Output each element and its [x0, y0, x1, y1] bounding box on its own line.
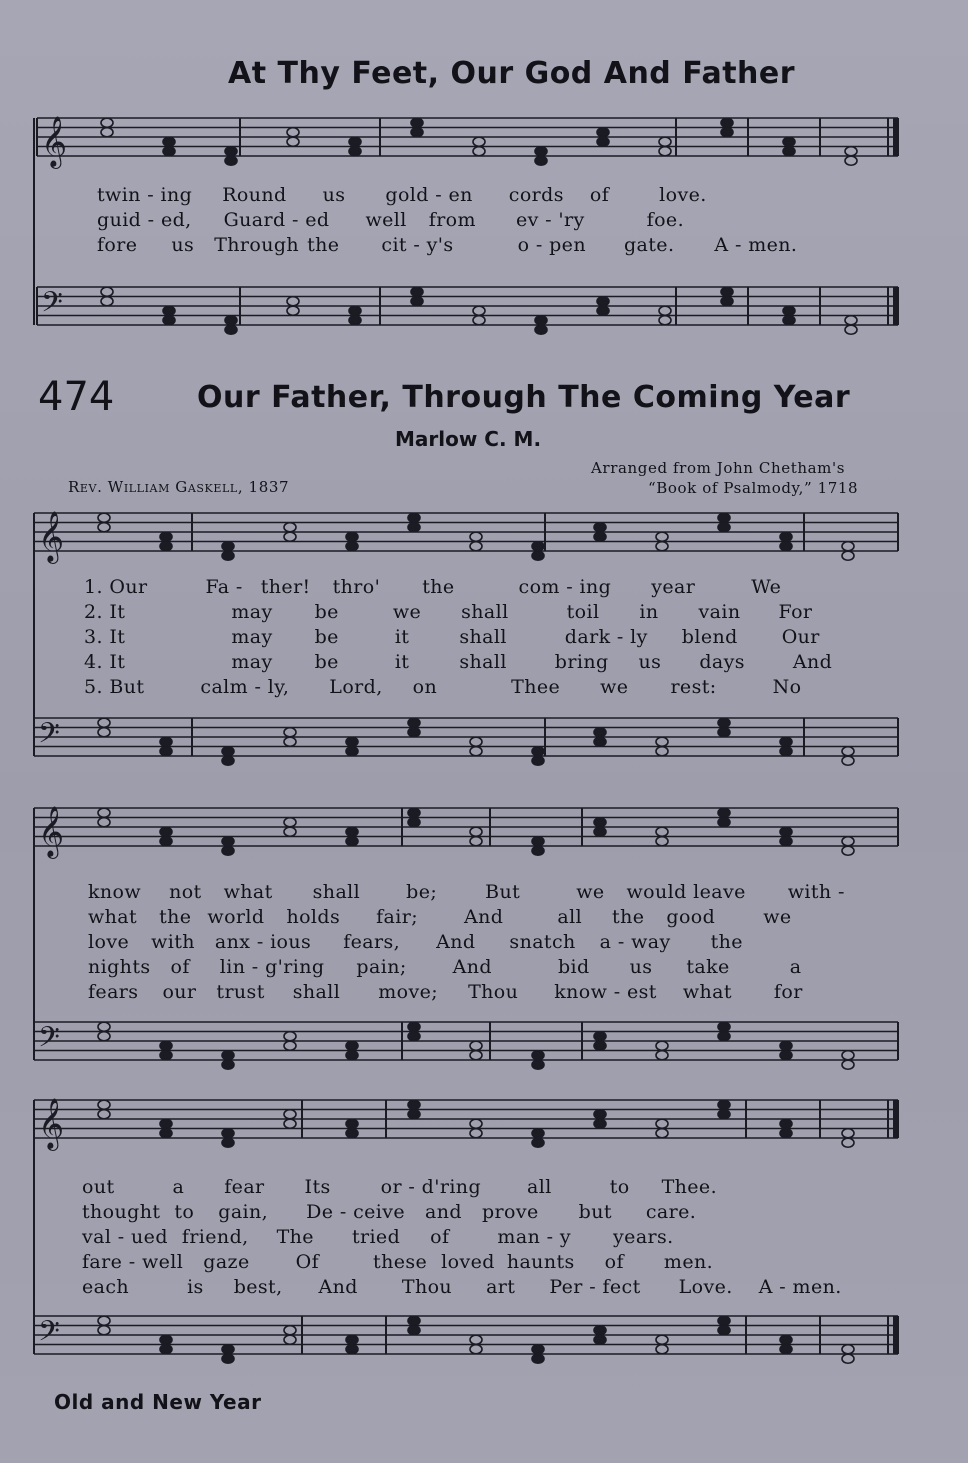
staff-4 [34, 717, 898, 765]
treble-clef-icon: 𝄞 [41, 116, 68, 167]
note-head-icon [594, 728, 606, 737]
note-head-icon [222, 542, 234, 551]
staff-6 [34, 1021, 898, 1069]
note-head-icon [160, 1051, 172, 1060]
note-head-icon [284, 523, 296, 532]
note-head-icon [656, 827, 668, 836]
verse-5-line-2: fears our trust shall move; Thou know - est what for [88, 981, 803, 1003]
note-head-icon [780, 1041, 792, 1050]
note-head-icon [656, 747, 668, 756]
note-head-icon [532, 1345, 544, 1354]
note-head-icon [287, 137, 299, 146]
note-head-icon [718, 1022, 730, 1031]
note-head-icon [597, 128, 609, 137]
note-head-icon [594, 737, 606, 746]
note-head-icon [411, 118, 423, 127]
section-footer: Old and New Year [54, 1390, 262, 1414]
note-head-icon [718, 523, 730, 532]
note-head-icon [408, 1326, 420, 1335]
note-head-icon [284, 1119, 296, 1128]
note-head-icon [163, 316, 175, 325]
note-head-icon [718, 808, 730, 817]
note-head-icon [473, 306, 485, 315]
note-head-icon [532, 1354, 544, 1363]
note-head-icon [287, 297, 299, 306]
note-head-icon [594, 1032, 606, 1041]
note-head-icon [225, 325, 237, 334]
note-head-icon [470, 747, 482, 756]
note-head-icon [721, 118, 733, 127]
note-head-icon [408, 513, 420, 522]
note-head-icon [284, 532, 296, 541]
note-head-icon [222, 1051, 234, 1060]
note-head-icon [160, 1335, 172, 1344]
note-head-icon [98, 1326, 110, 1335]
note-head-icon [287, 306, 299, 315]
note-head-icon [470, 837, 482, 846]
note-head-icon [656, 1345, 668, 1354]
note-head-icon [532, 551, 544, 560]
note-head-icon [408, 1316, 420, 1325]
verse-1-line-3: out a fear Its or - d'ring all to Thee. [82, 1176, 718, 1198]
note-head-icon [656, 1335, 668, 1344]
note-head-icon [470, 542, 482, 551]
verse-4-line-1: 4. It may be it shall bring us days And [84, 651, 833, 673]
note-head-icon [594, 1110, 606, 1119]
note-head-icon [225, 156, 237, 165]
staff-8 [34, 1315, 898, 1363]
note-head-icon [346, 1335, 358, 1344]
note-head-icon [845, 316, 857, 325]
note-head-icon [845, 325, 857, 334]
note-head-icon [284, 1041, 296, 1050]
note-head-icon [98, 513, 110, 522]
note-head-icon [718, 1316, 730, 1325]
note-head-icon [718, 1326, 730, 1335]
bass-clef-icon: 𝄢 [41, 286, 63, 326]
note-head-icon [597, 297, 609, 306]
note-head-icon [101, 118, 113, 127]
note-head-icon [656, 1041, 668, 1050]
note-head-icon [408, 1100, 420, 1109]
note-head-icon [721, 297, 733, 306]
note-head-icon [470, 1129, 482, 1138]
note-head-icon [842, 1138, 854, 1147]
note-head-icon [98, 1032, 110, 1041]
note-head-icon [222, 756, 234, 765]
note-head-icon [222, 1138, 234, 1147]
note-head-icon [160, 737, 172, 746]
note-head-icon [656, 737, 668, 746]
note-head-icon [284, 1326, 296, 1335]
note-head-icon [783, 147, 795, 156]
note-head-icon [408, 718, 420, 727]
note-head-icon [160, 827, 172, 836]
note-head-icon [160, 1129, 172, 1138]
note-head-icon [659, 316, 671, 325]
note-head-icon [594, 1041, 606, 1050]
note-head-icon [408, 1032, 420, 1041]
note-head-icon [160, 542, 172, 551]
note-head-icon [470, 737, 482, 746]
note-head-icon [411, 297, 423, 306]
note-head-icon [532, 1051, 544, 1060]
note-head-icon [656, 1129, 668, 1138]
note-head-icon [659, 306, 671, 315]
verse-1-line-1: 1. Our Fa - ther! thro' the com - ing year We [84, 576, 782, 598]
note-head-icon [845, 147, 857, 156]
note-head-icon [160, 1119, 172, 1128]
note-head-icon [98, 1100, 110, 1109]
tune-name: Marlow C. M. [395, 427, 542, 451]
note-head-icon [222, 1060, 234, 1069]
note-head-icon [842, 756, 854, 765]
note-head-icon [473, 147, 485, 156]
note-head-icon [225, 147, 237, 156]
note-head-icon [532, 756, 544, 765]
note-head-icon [597, 137, 609, 146]
note-head-icon [718, 728, 730, 737]
note-head-icon [98, 718, 110, 727]
note-head-icon [470, 1041, 482, 1050]
note-head-icon [721, 287, 733, 296]
note-head-icon [842, 747, 854, 756]
note-head-icon [346, 1051, 358, 1060]
note-head-icon [780, 1129, 792, 1138]
note-head-icon [349, 137, 361, 146]
note-head-icon [594, 523, 606, 532]
hymn-number: 474 [38, 374, 115, 420]
note-head-icon [98, 1110, 110, 1119]
treble-clef-icon: 𝄞 [38, 1098, 65, 1149]
note-head-icon [656, 1119, 668, 1128]
note-head-icon [780, 747, 792, 756]
note-head-icon [160, 532, 172, 541]
note-head-icon [845, 156, 857, 165]
note-head-icon [284, 1335, 296, 1344]
arranger-credit-2: “Book of Psalmody,” 1718 [648, 479, 859, 497]
note-head-icon [659, 137, 671, 146]
note-head-icon [597, 306, 609, 315]
note-head-icon [98, 818, 110, 827]
hymn-title: Our Father, Through The Coming Year [197, 380, 851, 415]
bass-clef-icon: 𝄢 [38, 1315, 60, 1355]
top-hymn-title: At Thy Feet, Our God And Father [228, 56, 796, 91]
note-head-icon [284, 818, 296, 827]
note-head-icon [349, 316, 361, 325]
verse-3-line-1: 3. It may be it shall dark - ly blend Our [84, 626, 820, 648]
note-head-icon [780, 737, 792, 746]
note-head-icon [780, 1345, 792, 1354]
note-head-icon [408, 1110, 420, 1119]
note-head-icon [656, 1051, 668, 1060]
note-head-icon [783, 306, 795, 315]
note-head-icon [98, 728, 110, 737]
note-head-icon [473, 316, 485, 325]
note-head-icon [470, 1119, 482, 1128]
note-head-icon [408, 523, 420, 532]
note-head-icon [346, 1345, 358, 1354]
note-head-icon [160, 1345, 172, 1354]
verse-2-line-2: what the world holds fair; And all the good we [88, 906, 792, 928]
note-head-icon [408, 1022, 420, 1031]
note-head-icon [225, 316, 237, 325]
note-head-icon [842, 1354, 854, 1363]
verse-5-line-1: 5. But calm - ly, Lord, on Thee we rest: No [84, 676, 802, 698]
bass-clef-icon: 𝄢 [38, 717, 60, 757]
note-head-icon [535, 325, 547, 334]
note-head-icon [346, 532, 358, 541]
note-head-icon [470, 1051, 482, 1060]
note-head-icon [98, 1316, 110, 1325]
note-head-icon [284, 737, 296, 746]
note-head-icon [721, 128, 733, 137]
note-head-icon [842, 1051, 854, 1060]
note-head-icon [222, 1129, 234, 1138]
top-lyric-line-3: fore us Through the cit - y's o - pen gate. A - men. [97, 234, 798, 256]
note-head-icon [222, 747, 234, 756]
verse-3-line-3: val - ued friend, The tried of man - y years. [82, 1226, 674, 1248]
note-head-icon [594, 1335, 606, 1344]
note-head-icon [98, 808, 110, 817]
note-head-icon [346, 1041, 358, 1050]
note-head-icon [346, 827, 358, 836]
note-head-icon [656, 837, 668, 846]
top-lyric-line-1: twin - ing Round us gold - en cords of love. [97, 184, 707, 206]
arranger-credit-1: Arranged from John Chetham's [591, 459, 845, 477]
note-head-icon [656, 532, 668, 541]
note-head-icon [535, 316, 547, 325]
note-head-icon [718, 718, 730, 727]
staff-7 [34, 1098, 898, 1151]
note-head-icon [594, 532, 606, 541]
note-head-icon [163, 147, 175, 156]
note-head-icon [780, 542, 792, 551]
note-head-icon [842, 542, 854, 551]
note-head-icon [346, 747, 358, 756]
note-head-icon [780, 837, 792, 846]
note-head-icon [532, 542, 544, 551]
treble-clef-icon: 𝄞 [38, 806, 65, 857]
note-head-icon [222, 837, 234, 846]
note-head-icon [780, 1335, 792, 1344]
note-head-icon [659, 147, 671, 156]
staff-3 [34, 511, 898, 564]
note-head-icon [346, 837, 358, 846]
note-head-icon [532, 1129, 544, 1138]
note-head-icon [346, 1129, 358, 1138]
note-head-icon [532, 837, 544, 846]
note-head-icon [535, 147, 547, 156]
note-head-icon [408, 728, 420, 737]
note-head-icon [718, 513, 730, 522]
verse-5-line-3: each is best, And Thou art Per - fect Love. A - men. [82, 1276, 842, 1298]
verse-4-line-3: fare - well gaze Of these loved haunts of men. [82, 1251, 714, 1273]
note-head-icon [349, 147, 361, 156]
note-head-icon [532, 747, 544, 756]
note-head-icon [780, 1051, 792, 1060]
note-head-icon [101, 128, 113, 137]
note-head-icon [783, 316, 795, 325]
note-head-icon [594, 1326, 606, 1335]
verse-2-line-3: thought to gain, De - ceive and prove but care. [82, 1201, 697, 1223]
note-head-icon [842, 1129, 854, 1138]
note-head-icon [101, 297, 113, 306]
note-head-icon [656, 542, 668, 551]
note-head-icon [98, 1022, 110, 1031]
note-head-icon [473, 137, 485, 146]
note-head-icon [842, 846, 854, 855]
note-head-icon [718, 1110, 730, 1119]
note-head-icon [470, 1335, 482, 1344]
note-head-icon [284, 827, 296, 836]
note-head-icon [346, 542, 358, 551]
note-head-icon [594, 827, 606, 836]
note-head-icon [780, 827, 792, 836]
note-head-icon [346, 737, 358, 746]
note-head-icon [780, 1119, 792, 1128]
note-head-icon [284, 1032, 296, 1041]
note-head-icon [535, 156, 547, 165]
note-head-icon [287, 128, 299, 137]
note-head-icon [842, 1060, 854, 1069]
note-head-icon [532, 1060, 544, 1069]
staff-2 [37, 286, 898, 334]
note-head-icon [163, 306, 175, 315]
top-lyric-line-2: guid - ed, Guard - ed well from ev - 'ry foe. [97, 209, 685, 231]
staff-5 [34, 806, 898, 859]
verse-1-line-2: know not what shall be; But we would leave with - [88, 881, 845, 903]
note-head-icon [411, 128, 423, 137]
note-head-icon [284, 1110, 296, 1119]
note-head-icon [160, 1041, 172, 1050]
note-head-icon [842, 837, 854, 846]
note-head-icon [532, 1138, 544, 1147]
note-head-icon [470, 827, 482, 836]
note-head-icon [222, 551, 234, 560]
note-head-icon [718, 818, 730, 827]
note-head-icon [222, 846, 234, 855]
note-head-icon [98, 523, 110, 532]
note-head-icon [718, 1032, 730, 1041]
note-head-icon [594, 818, 606, 827]
note-head-icon [780, 532, 792, 541]
note-head-icon [222, 1354, 234, 1363]
note-head-icon [594, 1119, 606, 1128]
bass-clef-icon: 𝄢 [38, 1021, 60, 1061]
note-head-icon [470, 532, 482, 541]
verse-4-line-2: nights of lin - g'ring pain; And bid us take a [88, 956, 802, 978]
note-head-icon [408, 818, 420, 827]
note-head-icon [160, 747, 172, 756]
note-head-icon [408, 808, 420, 817]
note-head-icon [783, 137, 795, 146]
verse-3-line-2: love with anx - ious fears, And snatch a - way the [88, 931, 743, 953]
verse-2-line-1: 2. It may be we shall toil in vain For [84, 601, 813, 623]
note-head-icon [532, 846, 544, 855]
note-head-icon [349, 306, 361, 315]
note-head-icon [163, 137, 175, 146]
note-head-icon [842, 1345, 854, 1354]
treble-clef-icon: 𝄞 [38, 511, 65, 562]
note-head-icon [411, 287, 423, 296]
author-credit: Rev. William Gaskell, 1837 [68, 478, 290, 496]
note-head-icon [222, 1345, 234, 1354]
note-head-icon [470, 1345, 482, 1354]
note-head-icon [842, 551, 854, 560]
note-head-icon [346, 1119, 358, 1128]
note-head-icon [160, 837, 172, 846]
staff-1 [37, 116, 898, 169]
note-head-icon [718, 1100, 730, 1109]
note-head-icon [284, 728, 296, 737]
note-head-icon [101, 287, 113, 296]
